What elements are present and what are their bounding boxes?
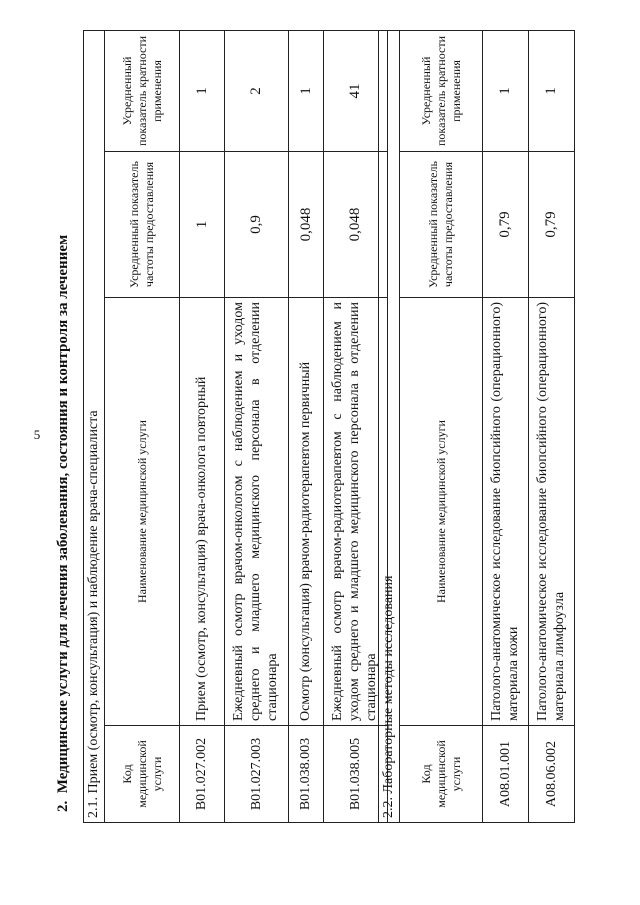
service-name: Осмотр (консультация) врачом-радиотерапевтом первичный — [289, 298, 324, 726]
page-number: 5 — [33, 427, 41, 442]
section-heading: 2. Медицинские услуги для лечения заболевания, состояния и контроля за лечением — [55, 234, 71, 812]
service-name: Патолого-анатомическое исследование биопсийного (операционного) материала лимфоузла — [529, 298, 575, 726]
column-header-name: Наименование медицинской услуги — [400, 298, 483, 726]
frequency-value: 0,79 — [529, 152, 575, 298]
service-name: Прием (осмотр, консультация) врача-онколога повторный — [180, 298, 225, 726]
table-row — [289, 30, 324, 822]
multiplicity-value: 41 — [324, 30, 388, 151]
services-table-consultations — [83, 30, 388, 823]
service-code: B01.027.003 — [225, 726, 289, 823]
service-name: Ежедневный осмотр врачом-радиотерапевтом с наблюдением и уходом среднего и младшего медицинского персонала в отделении стационара — [324, 298, 388, 726]
service-code: B01.038.003 — [289, 726, 324, 823]
multiplicity-value: 1 — [529, 30, 575, 151]
table-row — [483, 30, 529, 822]
service-code: A08.01.001 — [483, 726, 529, 823]
table-row — [225, 30, 289, 822]
column-header-frequency: Усредненный показатель частоты предоставления — [400, 152, 483, 298]
table-row — [529, 30, 575, 822]
service-name: Патолого-анатомическое исследование биопсийного (операционного) материала кожи — [483, 298, 529, 726]
table-row — [180, 30, 225, 822]
column-header-multiplicity: Усредненный показатель кратности применения — [105, 30, 180, 151]
table-section-title: 2.1. Прием (осмотр, консультация) и наблюдение врача-специалиста — [84, 30, 105, 822]
table-section-title: 2.2. Лабораторные методы исследования — [379, 30, 400, 822]
multiplicity-value: 1 — [180, 30, 225, 151]
frequency-value: 0,9 — [225, 152, 289, 298]
multiplicity-value: 2 — [225, 30, 289, 151]
frequency-value: 1 — [180, 152, 225, 298]
frequency-value: 0,048 — [324, 152, 388, 298]
service-code: B01.038.005 — [324, 726, 388, 823]
column-header-code: Код медицинской услуги — [105, 726, 180, 823]
service-code: B01.027.002 — [180, 726, 225, 823]
column-header-frequency: Усредненный показатель частоты предоставления — [105, 152, 180, 298]
column-header-multiplicity: Усредненный показатель кратности применения — [400, 30, 483, 151]
multiplicity-value: 1 — [289, 30, 324, 151]
services-table-laboratory — [378, 30, 575, 823]
column-header-code: Код медицинской услуги — [400, 726, 483, 823]
service-name: Ежедневный осмотр врачом-онкологом с наблюдением и уходом среднего и младшего медицинского персонала в отделении стационара — [225, 298, 289, 726]
frequency-value: 0,048 — [289, 152, 324, 298]
frequency-value: 0,79 — [483, 152, 529, 298]
service-code: A08.06.002 — [529, 726, 575, 823]
multiplicity-value: 1 — [483, 30, 529, 151]
column-header-name: Наименование медицинской услуги — [105, 298, 180, 726]
